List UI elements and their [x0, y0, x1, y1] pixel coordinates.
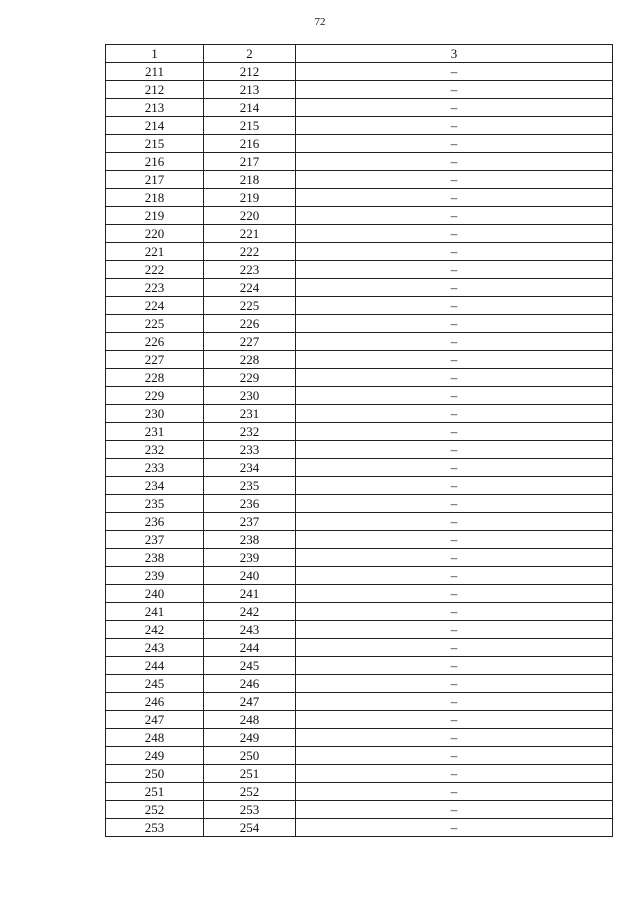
- table-cell-col-1: 220: [106, 225, 204, 243]
- table-cell-col-1: 235: [106, 495, 204, 513]
- table-row: [106, 783, 613, 801]
- table-body: [106, 63, 613, 837]
- table-cell-col-3: –: [296, 621, 613, 639]
- table-row: [106, 729, 613, 747]
- table-cell-col-3: –: [296, 711, 613, 729]
- table-cell-col-3: –: [296, 585, 613, 603]
- table-cell-col-3: –: [296, 783, 613, 801]
- table-cell-col-2: 233: [204, 441, 296, 459]
- table-row: [106, 333, 613, 351]
- table-cell-col-3: –: [296, 387, 613, 405]
- table-cell-col-3: –: [296, 189, 613, 207]
- table-row: [106, 135, 613, 153]
- table-cell-col-3: –: [296, 657, 613, 675]
- table-cell-col-2: 249: [204, 729, 296, 747]
- table-cell-col-3: –: [296, 369, 613, 387]
- table-cell-col-3: –: [296, 513, 613, 531]
- table-cell-col-1: 223: [106, 279, 204, 297]
- table-cell-col-3: –: [296, 459, 613, 477]
- table-cell-col-1: 237: [106, 531, 204, 549]
- table-cell-col-1: 226: [106, 333, 204, 351]
- table-cell-col-2: 230: [204, 387, 296, 405]
- table-cell-col-2: 220: [204, 207, 296, 225]
- table-cell-col-1: 241: [106, 603, 204, 621]
- table-row: [106, 261, 613, 279]
- table-cell-col-2: 228: [204, 351, 296, 369]
- table-row: [106, 405, 613, 423]
- table-cell-col-2: 253: [204, 801, 296, 819]
- table-header: [106, 45, 613, 63]
- table-cell-col-2: 216: [204, 135, 296, 153]
- table-cell-col-2: 225: [204, 297, 296, 315]
- column-header-3: 3: [296, 45, 613, 63]
- table-cell-col-3: –: [296, 225, 613, 243]
- table-cell-col-2: 221: [204, 225, 296, 243]
- table-cell-col-1: 232: [106, 441, 204, 459]
- table-cell-col-3: –: [296, 495, 613, 513]
- table-cell-col-1: 249: [106, 747, 204, 765]
- table-cell-col-1: 228: [106, 369, 204, 387]
- table-cell-col-1: 244: [106, 657, 204, 675]
- table-row: [106, 657, 613, 675]
- table-cell-col-2: 240: [204, 567, 296, 585]
- table-row: [106, 765, 613, 783]
- table-cell-col-1: 212: [106, 81, 204, 99]
- table-cell-col-2: 241: [204, 585, 296, 603]
- table-cell-col-3: –: [296, 603, 613, 621]
- table-cell-col-1: 214: [106, 117, 204, 135]
- table-cell-col-2: 212: [204, 63, 296, 81]
- table-cell-col-3: –: [296, 549, 613, 567]
- table-cell-col-2: 251: [204, 765, 296, 783]
- table-row: [106, 189, 613, 207]
- table-cell-col-3: –: [296, 675, 613, 693]
- table-cell-col-3: –: [296, 819, 613, 837]
- table-cell-col-2: 229: [204, 369, 296, 387]
- table-cell-col-1: 236: [106, 513, 204, 531]
- table-cell-col-1: 253: [106, 819, 204, 837]
- table-row: [106, 369, 613, 387]
- table-cell-col-2: 217: [204, 153, 296, 171]
- table-row: [106, 603, 613, 621]
- table-cell-col-3: –: [296, 441, 613, 459]
- table-row: [106, 441, 613, 459]
- table-cell-col-1: 215: [106, 135, 204, 153]
- table-cell-col-1: 217: [106, 171, 204, 189]
- table-cell-col-1: 250: [106, 765, 204, 783]
- table-row: [106, 423, 613, 441]
- table-cell-col-3: –: [296, 261, 613, 279]
- table-row: [106, 459, 613, 477]
- table-cell-col-2: 232: [204, 423, 296, 441]
- table-cell-col-1: 248: [106, 729, 204, 747]
- table-row: [106, 387, 613, 405]
- table-cell-col-1: 239: [106, 567, 204, 585]
- table-row: [106, 153, 613, 171]
- table-row: [106, 207, 613, 225]
- column-header-1: 1: [106, 45, 204, 63]
- table-row: [106, 243, 613, 261]
- table-row: [106, 63, 613, 81]
- table-cell-col-2: 242: [204, 603, 296, 621]
- table-cell-col-3: –: [296, 729, 613, 747]
- table-row: [106, 693, 613, 711]
- table-row: [106, 567, 613, 585]
- table-cell-col-1: 224: [106, 297, 204, 315]
- table-cell-col-1: 211: [106, 63, 204, 81]
- table-cell-col-3: –: [296, 243, 613, 261]
- table-cell-col-2: 236: [204, 495, 296, 513]
- table-cell-col-1: 218: [106, 189, 204, 207]
- table-cell-col-1: 242: [106, 621, 204, 639]
- table-cell-col-3: –: [296, 297, 613, 315]
- table-row: [106, 297, 613, 315]
- table-cell-col-3: –: [296, 171, 613, 189]
- table-cell-col-1: 247: [106, 711, 204, 729]
- table-row: [106, 117, 613, 135]
- table-cell-col-2: 231: [204, 405, 296, 423]
- table-cell-col-3: –: [296, 279, 613, 297]
- table-cell-col-2: 252: [204, 783, 296, 801]
- table-cell-col-2: 223: [204, 261, 296, 279]
- table-cell-col-2: 224: [204, 279, 296, 297]
- table-row: [106, 549, 613, 567]
- table-cell-col-1: 219: [106, 207, 204, 225]
- table-cell-col-2: 245: [204, 657, 296, 675]
- header-row: [106, 45, 613, 63]
- column-header-2: 2: [204, 45, 296, 63]
- table-cell-col-2: 214: [204, 99, 296, 117]
- table-cell-col-2: 226: [204, 315, 296, 333]
- table-cell-col-2: 248: [204, 711, 296, 729]
- table-cell-col-1: 251: [106, 783, 204, 801]
- table-cell-col-2: 218: [204, 171, 296, 189]
- page-number: 72: [314, 16, 326, 28]
- table-cell-col-3: –: [296, 639, 613, 657]
- table-cell-col-3: –: [296, 81, 613, 99]
- table-cell-col-2: 227: [204, 333, 296, 351]
- table-cell-col-2: 235: [204, 477, 296, 495]
- table-cell-col-1: 245: [106, 675, 204, 693]
- table-cell-col-2: 250: [204, 747, 296, 765]
- table-cell-col-3: –: [296, 63, 613, 81]
- table-cell-col-3: –: [296, 315, 613, 333]
- table-cell-col-1: 227: [106, 351, 204, 369]
- table-cell-col-1: 229: [106, 387, 204, 405]
- table-cell-col-3: –: [296, 531, 613, 549]
- table-cell-col-3: –: [296, 477, 613, 495]
- table-cell-col-1: 213: [106, 99, 204, 117]
- table-cell-col-1: 234: [106, 477, 204, 495]
- table-cell-col-3: –: [296, 693, 613, 711]
- table-cell-col-3: –: [296, 99, 613, 117]
- data-table: [105, 44, 613, 837]
- table-cell-col-2: 219: [204, 189, 296, 207]
- table-row: [106, 225, 613, 243]
- table-cell-col-1: 233: [106, 459, 204, 477]
- table-cell-col-3: –: [296, 423, 613, 441]
- table-row: [106, 531, 613, 549]
- table-cell-col-2: 213: [204, 81, 296, 99]
- table-cell-col-3: –: [296, 135, 613, 153]
- table-row: [106, 279, 613, 297]
- table-cell-col-1: 246: [106, 693, 204, 711]
- table-cell-col-2: 239: [204, 549, 296, 567]
- table-cell-col-2: 238: [204, 531, 296, 549]
- table-row: [106, 621, 613, 639]
- table-cell-col-1: 231: [106, 423, 204, 441]
- table-row: [106, 585, 613, 603]
- table-cell-col-3: –: [296, 351, 613, 369]
- table-cell-col-3: –: [296, 333, 613, 351]
- table-row: [106, 819, 613, 837]
- table-cell-col-2: 237: [204, 513, 296, 531]
- table-cell-col-3: –: [296, 117, 613, 135]
- table-row: [106, 675, 613, 693]
- table-row: [106, 801, 613, 819]
- table-cell-col-3: –: [296, 567, 613, 585]
- table-cell-col-1: 238: [106, 549, 204, 567]
- table-cell-col-3: –: [296, 801, 613, 819]
- table-cell-col-1: 240: [106, 585, 204, 603]
- table-row: [106, 495, 613, 513]
- table-cell-col-3: –: [296, 153, 613, 171]
- table-cell-col-1: 222: [106, 261, 204, 279]
- table-row: [106, 711, 613, 729]
- table-cell-col-3: –: [296, 207, 613, 225]
- table-cell-col-2: 244: [204, 639, 296, 657]
- table-row: [106, 477, 613, 495]
- table-row: [106, 315, 613, 333]
- table-cell-col-1: 243: [106, 639, 204, 657]
- table-cell-col-1: 225: [106, 315, 204, 333]
- table-cell-col-2: 246: [204, 675, 296, 693]
- table-cell-col-1: 216: [106, 153, 204, 171]
- table-cell-col-3: –: [296, 765, 613, 783]
- table-row: [106, 171, 613, 189]
- table-cell-col-2: 234: [204, 459, 296, 477]
- table-cell-col-2: 222: [204, 243, 296, 261]
- table-row: [106, 513, 613, 531]
- table-row: [106, 639, 613, 657]
- table-cell-col-2: 243: [204, 621, 296, 639]
- table-row: [106, 99, 613, 117]
- table-row: [106, 747, 613, 765]
- table-cell-col-3: –: [296, 747, 613, 765]
- table-row: [106, 81, 613, 99]
- table-cell-col-2: 247: [204, 693, 296, 711]
- table-cell-col-1: 252: [106, 801, 204, 819]
- table-cell-col-1: 230: [106, 405, 204, 423]
- table-cell-col-3: –: [296, 405, 613, 423]
- table-row: [106, 351, 613, 369]
- table-cell-col-2: 254: [204, 819, 296, 837]
- table-cell-col-1: 221: [106, 243, 204, 261]
- table-cell-col-2: 215: [204, 117, 296, 135]
